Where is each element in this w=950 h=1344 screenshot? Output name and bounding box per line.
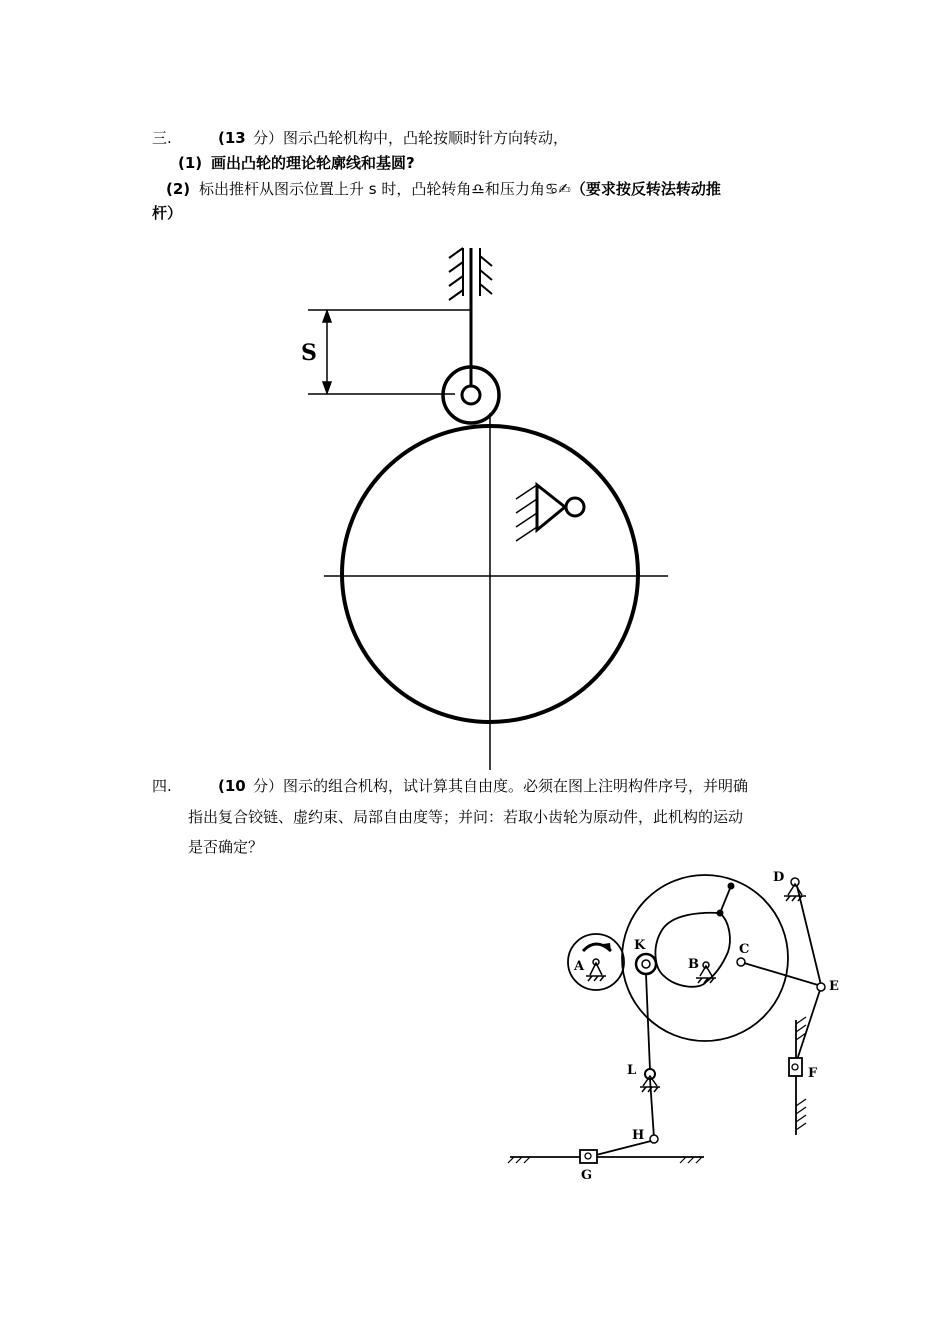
rotation-angle-symbol: ♎ [471,180,485,198]
q3-part1-text: 画出凸轮的理论轮廓线和基圆? [211,154,415,172]
label-k: K [634,938,646,953]
q3-part2-number: (2) [166,180,191,198]
q3-number: 三. [152,129,172,147]
label-l: L [627,1063,637,1078]
q4-number: 四. [152,777,172,795]
q3-part2-text: 标出推杆从图示位置上升 s 时，凸轮转角 [199,180,472,198]
q4-line1: 分）图示的组合机构，试计算其自由度。必须在图上注明构件序号，并明确 [253,777,749,795]
label-e: E [829,979,839,994]
link-kl [646,974,650,1070]
link-ce [744,963,818,985]
label-h: H [632,1128,645,1143]
q3-score: (13 [218,129,246,147]
groove-link [720,886,731,913]
q4-score: (10 [218,777,246,795]
q3-stem: 分）图示凸轮机构中，凸轮按顺时针方向转动， [253,129,569,147]
roller-k-inner [642,960,650,968]
label-a: A [574,959,585,974]
q3-part2-tail: （要求按反转法转动推 [570,180,721,198]
joint-outer [728,883,734,889]
joint-c [737,958,745,966]
slider-g [580,1150,597,1163]
joint-e [817,983,825,991]
slider-f [789,1058,802,1076]
label-g: G [581,1168,593,1183]
link-hg [596,1141,651,1155]
label-f: F [808,1066,818,1081]
label-d: D [773,870,785,885]
label-b: B [688,957,699,972]
pivot-a [586,959,606,981]
q3-part1-number: (1) [178,154,203,172]
link-de [797,886,821,985]
pressure-angle-symbol: ♋✍ [544,180,571,198]
pivot-d [784,878,806,901]
q3-part2-end: 杆） [152,204,183,222]
pivot-b [696,962,716,983]
q4-line3: 是否确定？ [188,838,264,856]
link-ef [797,990,820,1060]
label-c: C [739,942,750,957]
q3-part2-mid: 和压力角 [484,180,545,198]
roller-k-outer [636,954,656,974]
cam-groove-curve [655,913,730,987]
joint-inner [717,910,723,916]
displacement-label: S [301,340,317,366]
q4-line2: 指出复合铰链、虚约束、局部自由度等；并问：若取小齿轮为原动件，此机构的运动 [188,808,744,826]
